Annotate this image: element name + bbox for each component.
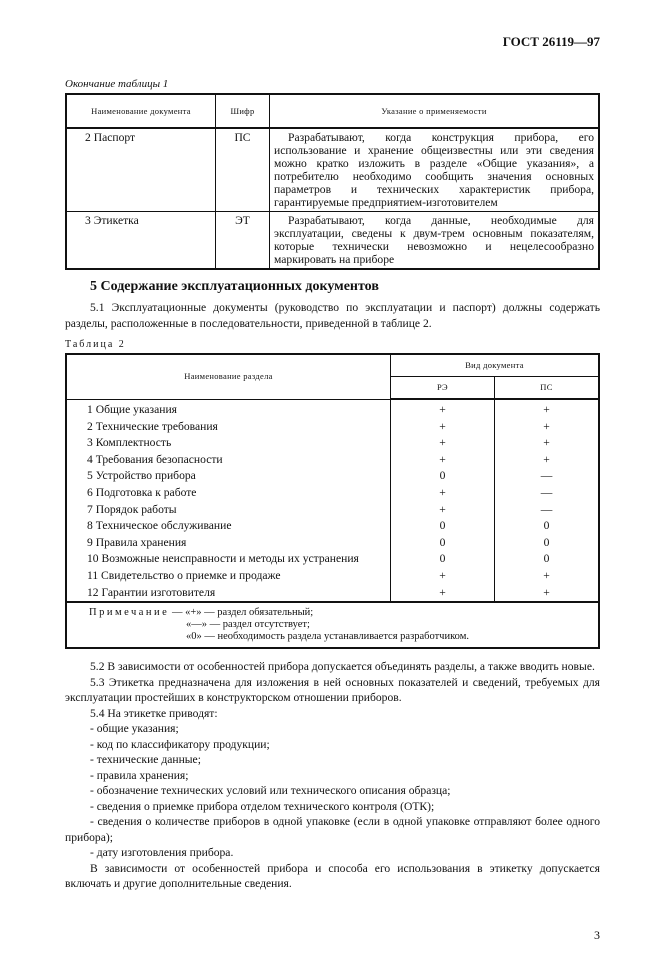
ps-value: + bbox=[495, 452, 600, 469]
col-header: Указание о применяемости bbox=[270, 94, 600, 128]
re-value: + bbox=[391, 568, 495, 585]
paragraph-5-1: 5.1 Эксплуатационные документы (руководство по эксплуатации и паспорт) должны содержать разделы, расположенные в последовательности, приведенной в таблице 2. bbox=[65, 301, 600, 330]
section-name: 1 Общие указания bbox=[66, 399, 391, 419]
list-item: - общие указания; bbox=[90, 722, 179, 736]
list-item: - сведения о приемке прибора отделом технического контроля (ОТК); bbox=[90, 799, 435, 813]
list bbox=[65, 721, 600, 861]
paragraph-5-2: 5.2 В зависимости от особенностей прибора допускается объединять разделы, а также вводить новые. bbox=[90, 660, 595, 674]
note-cell bbox=[66, 602, 599, 648]
cell: 2 Паспорт bbox=[66, 128, 216, 212]
table-row bbox=[66, 419, 599, 436]
list-item: - обозначение технических условий или технического описания образца; bbox=[90, 784, 451, 798]
ps-value: + bbox=[495, 419, 600, 436]
re-value: 0 bbox=[391, 551, 495, 568]
section-name: 4 Требования безопасности bbox=[66, 452, 391, 469]
ps-value: + bbox=[495, 435, 600, 452]
table-1 bbox=[65, 93, 600, 270]
note-line: «0» — необходимость раздела устанавливается разработчиком. bbox=[186, 631, 469, 643]
table-row bbox=[66, 485, 599, 502]
table-2 bbox=[65, 353, 600, 649]
table-row bbox=[66, 435, 599, 452]
ps-value: 0 bbox=[495, 518, 600, 535]
table-row bbox=[66, 568, 599, 585]
section-name: 12 Гарантии изготовителя bbox=[66, 585, 391, 603]
ps-value: + bbox=[495, 399, 600, 419]
re-value: + bbox=[391, 452, 495, 469]
table-row bbox=[66, 128, 599, 212]
ps-value: + bbox=[495, 568, 600, 585]
table1-caption: Окончание таблицы 1 bbox=[65, 78, 169, 90]
list-item: - технические данные; bbox=[90, 753, 201, 767]
paragraph-last: В зависимости от особенностей прибора и способа его использования в этикетку допускается включать и другие дополнительные сведения. bbox=[65, 861, 600, 891]
re-value: + bbox=[391, 399, 495, 419]
ps-value: + bbox=[495, 585, 600, 603]
list-item: - код по классификатору продукции; bbox=[90, 737, 270, 751]
table-row bbox=[66, 212, 599, 270]
re-value: + bbox=[391, 435, 495, 452]
list-item: - сведения о количестве приборов в одной упаковке (если в одной упаковке отправляют более одного прибора); bbox=[65, 815, 600, 844]
table2-caption: Таблица 2 bbox=[65, 339, 126, 350]
section-name: 6 Подготовка к работе bbox=[66, 485, 391, 502]
table-row bbox=[66, 518, 599, 535]
re-value: + bbox=[391, 585, 495, 603]
table-row bbox=[66, 468, 599, 485]
table-note bbox=[66, 602, 599, 648]
re-value: + bbox=[391, 502, 495, 519]
cell: 3 Этикетка bbox=[66, 212, 216, 270]
re-value: + bbox=[391, 419, 495, 436]
col-header: Шифр bbox=[216, 94, 270, 128]
re-value: 0 bbox=[391, 468, 495, 485]
paragraph-5-4: 5.4 На этикетке приводят: bbox=[90, 706, 218, 720]
table-row bbox=[66, 502, 599, 519]
col-header: Наименование раздела bbox=[66, 354, 391, 399]
cell: Разрабатывают, когда конструкция прибора, его использование и хранение общеизвестны или эти сведения можно кратко изложить в разделе «Общие указания», а потребителю необходимо сообщить значения основных параметров и технических характеристик прибора, гарантируемые предприятием-изготовителем bbox=[270, 128, 600, 212]
cell: ПС bbox=[216, 128, 270, 212]
note-first-line bbox=[89, 607, 594, 619]
list-item: - дату изготовления прибора. bbox=[90, 846, 234, 860]
note-line: «—» — раздел отсутствует; bbox=[186, 619, 310, 631]
paragraph-5-3: 5.3 Этикетка предназначена для изложения в ней основных показателей и сведений, требуемых для эксплуатации простейших в конструкторском отношении приборов. bbox=[65, 675, 600, 705]
section-name: 2 Технические требования bbox=[66, 419, 391, 436]
note-line: — «+» — раздел обязательный; bbox=[171, 607, 314, 619]
re-value: 0 bbox=[391, 518, 495, 535]
col-header: Наименование документа bbox=[66, 94, 216, 128]
table-row bbox=[66, 452, 599, 469]
re-value: + bbox=[391, 485, 495, 502]
col-header: ПС bbox=[495, 377, 600, 400]
table-row bbox=[66, 585, 599, 603]
section-name: 10 Возможные неисправности и методы их устранения bbox=[66, 551, 391, 568]
note-label: Примечание bbox=[89, 607, 170, 619]
section-name: 8 Техническое обслуживание bbox=[66, 518, 391, 535]
section-name: 7 Порядок работы bbox=[66, 502, 391, 519]
re-value: 0 bbox=[391, 535, 495, 552]
cell: ЭТ bbox=[216, 212, 270, 270]
table-row bbox=[66, 399, 599, 419]
section-name: 3 Комплектность bbox=[66, 435, 391, 452]
section-title: 5 Содержание эксплуатационных документов bbox=[90, 279, 379, 294]
table-row bbox=[66, 535, 599, 552]
col-header: РЭ bbox=[391, 377, 495, 400]
ps-value: — bbox=[495, 502, 600, 519]
ps-value: 0 bbox=[495, 535, 600, 552]
standard-header: ГОСТ 26119—97 bbox=[502, 34, 600, 49]
ps-value: — bbox=[495, 468, 600, 485]
cell: Разрабатывают, когда данные, необходимые для эксплуатации, сведены к двум-трем основным показателям, которые технически невозможно и нецелесообразно маркировать на приборе bbox=[270, 212, 600, 270]
table-row bbox=[66, 551, 599, 568]
ps-value: 0 bbox=[495, 551, 600, 568]
col-header: Вид документа bbox=[391, 354, 600, 377]
section-name: 9 Правила хранения bbox=[66, 535, 391, 552]
section-name: 11 Свидетельство о приемке и продаже bbox=[66, 568, 391, 585]
list-item: - правила хранения; bbox=[90, 768, 189, 782]
page-number: 3 bbox=[594, 927, 600, 942]
ps-value: — bbox=[495, 485, 600, 502]
section-name: 5 Устройство прибора bbox=[66, 468, 391, 485]
